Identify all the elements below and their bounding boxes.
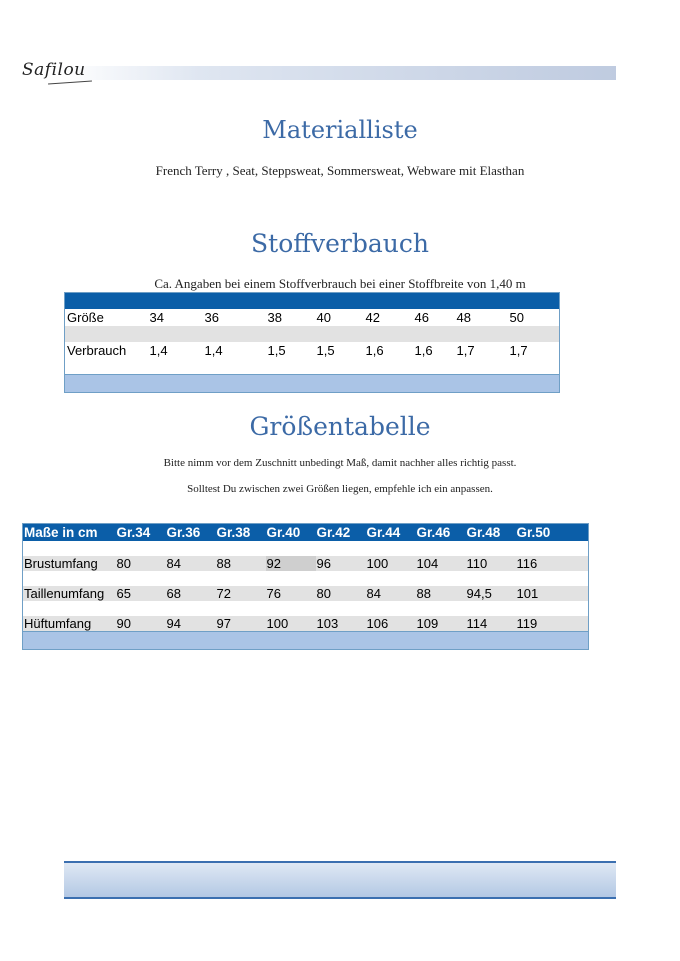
size-chart-note-2: Solltest Du zwischen zwei Größen liegen, empfehle ich ein anpassen.: [187, 483, 493, 495]
usage-cell: 1,7: [456, 343, 475, 358]
column-header: Gr.34: [116, 524, 166, 542]
usage-row: [65, 342, 560, 359]
usage-cell: 1,5: [267, 343, 286, 358]
column-header: Gr.50: [516, 524, 589, 542]
table-cell: 84: [366, 586, 416, 601]
table-cell: 94,5: [466, 586, 516, 601]
size-cell: 48: [456, 310, 471, 325]
table-cell: 119: [516, 616, 589, 632]
size-cell: 34: [149, 310, 164, 325]
table-header-row: [23, 524, 589, 542]
usage-cell: 1,6: [414, 343, 433, 358]
table-cell-highlighted: 92: [266, 556, 316, 571]
size-cell: 36: [204, 310, 219, 325]
column-header: Gr.44: [366, 524, 416, 542]
table-header-row: [65, 293, 560, 310]
table-cell: 114: [466, 616, 516, 632]
table-row-taille: [23, 586, 589, 601]
usage-cell: 1,6: [365, 343, 384, 358]
row-label: Brustumfang: [23, 556, 116, 571]
table-cell: 80: [316, 586, 366, 601]
table-cell: 80: [116, 556, 166, 571]
consumption-table: [64, 292, 560, 393]
size-chart-table: [22, 523, 589, 650]
row-label: Hüftumfang: [23, 616, 116, 632]
table-row-huefte: [23, 616, 589, 632]
table-footer-row: [65, 375, 560, 393]
table-cell: 103: [316, 616, 366, 632]
table-cell: 94: [166, 616, 216, 632]
column-header: Gr.48: [466, 524, 516, 542]
material-text: French Terry , Seat, Steppsweat, Sommersweat, Webware mit Elasthan: [155, 163, 525, 178]
size-cell: 46: [414, 310, 429, 325]
row-label: Taillenumfang: [23, 586, 116, 601]
size-cell: 40: [316, 310, 331, 325]
size-cell: 38: [267, 310, 282, 325]
column-header: Gr.42: [316, 524, 366, 542]
table-cell: 101: [516, 586, 589, 601]
usage-cell: 1,4: [149, 343, 168, 358]
brand-logo: Safilou: [22, 60, 86, 80]
table-cell: 97: [216, 616, 266, 632]
table-cell: 88: [216, 556, 266, 571]
usage-label: Verbrauch: [67, 343, 127, 358]
table-cell: 116: [516, 556, 589, 571]
column-header: Gr.46: [416, 524, 466, 542]
spacer-row: [23, 601, 589, 616]
usage-cell: 1,5: [316, 343, 335, 358]
spacer-row: [65, 359, 560, 375]
table-cell: 104: [416, 556, 466, 571]
table-cell: 96: [316, 556, 366, 571]
table-cell: 100: [366, 556, 416, 571]
usage-cell: 1,7: [509, 343, 528, 358]
table-footer-row: [23, 632, 589, 650]
table-cell: 90: [116, 616, 166, 632]
usage-cell: 1,4: [204, 343, 223, 358]
size-chart-note-1: Bitte nimm vor dem Zuschnitt unbedingt Maß, damit nachher alles richtig passt.: [163, 457, 517, 469]
logo-underline: [48, 80, 92, 84]
table-cell: 109: [416, 616, 466, 632]
table-cell: 106: [366, 616, 416, 632]
column-header: Maße in cm: [23, 524, 116, 542]
table-cell: 65: [116, 586, 166, 601]
footer-bar: [64, 861, 616, 899]
table-cell: 72: [216, 586, 266, 601]
table-cell: 88: [416, 586, 466, 601]
size-label: Größe: [67, 310, 104, 325]
table-cell: 76: [266, 586, 316, 601]
size-chart-title: Größentabelle: [249, 412, 431, 441]
size-cell: 42: [365, 310, 380, 325]
size-cell: 50: [509, 310, 524, 325]
header-bar: [60, 66, 616, 80]
table-cell: 84: [166, 556, 216, 571]
consumption-subtitle: Ca. Angaben bei einem Stoffverbrauch bei einer Stoffbreite von 1,40 m: [154, 276, 526, 291]
spacer-row: [65, 326, 560, 342]
spacer-row: [23, 571, 589, 586]
consumption-title: Stoffverbauch: [251, 229, 429, 258]
table-cell: 68: [166, 586, 216, 601]
column-header: Gr.36: [166, 524, 216, 542]
table-cell: 110: [466, 556, 516, 571]
column-header: Gr.40: [266, 524, 316, 542]
table-cell: 100: [266, 616, 316, 632]
size-row: [65, 309, 560, 326]
material-title: Materialliste: [262, 116, 418, 144]
table-row-brust: [23, 556, 589, 571]
column-header: Gr.38: [216, 524, 266, 542]
spacer-row: [23, 541, 589, 556]
